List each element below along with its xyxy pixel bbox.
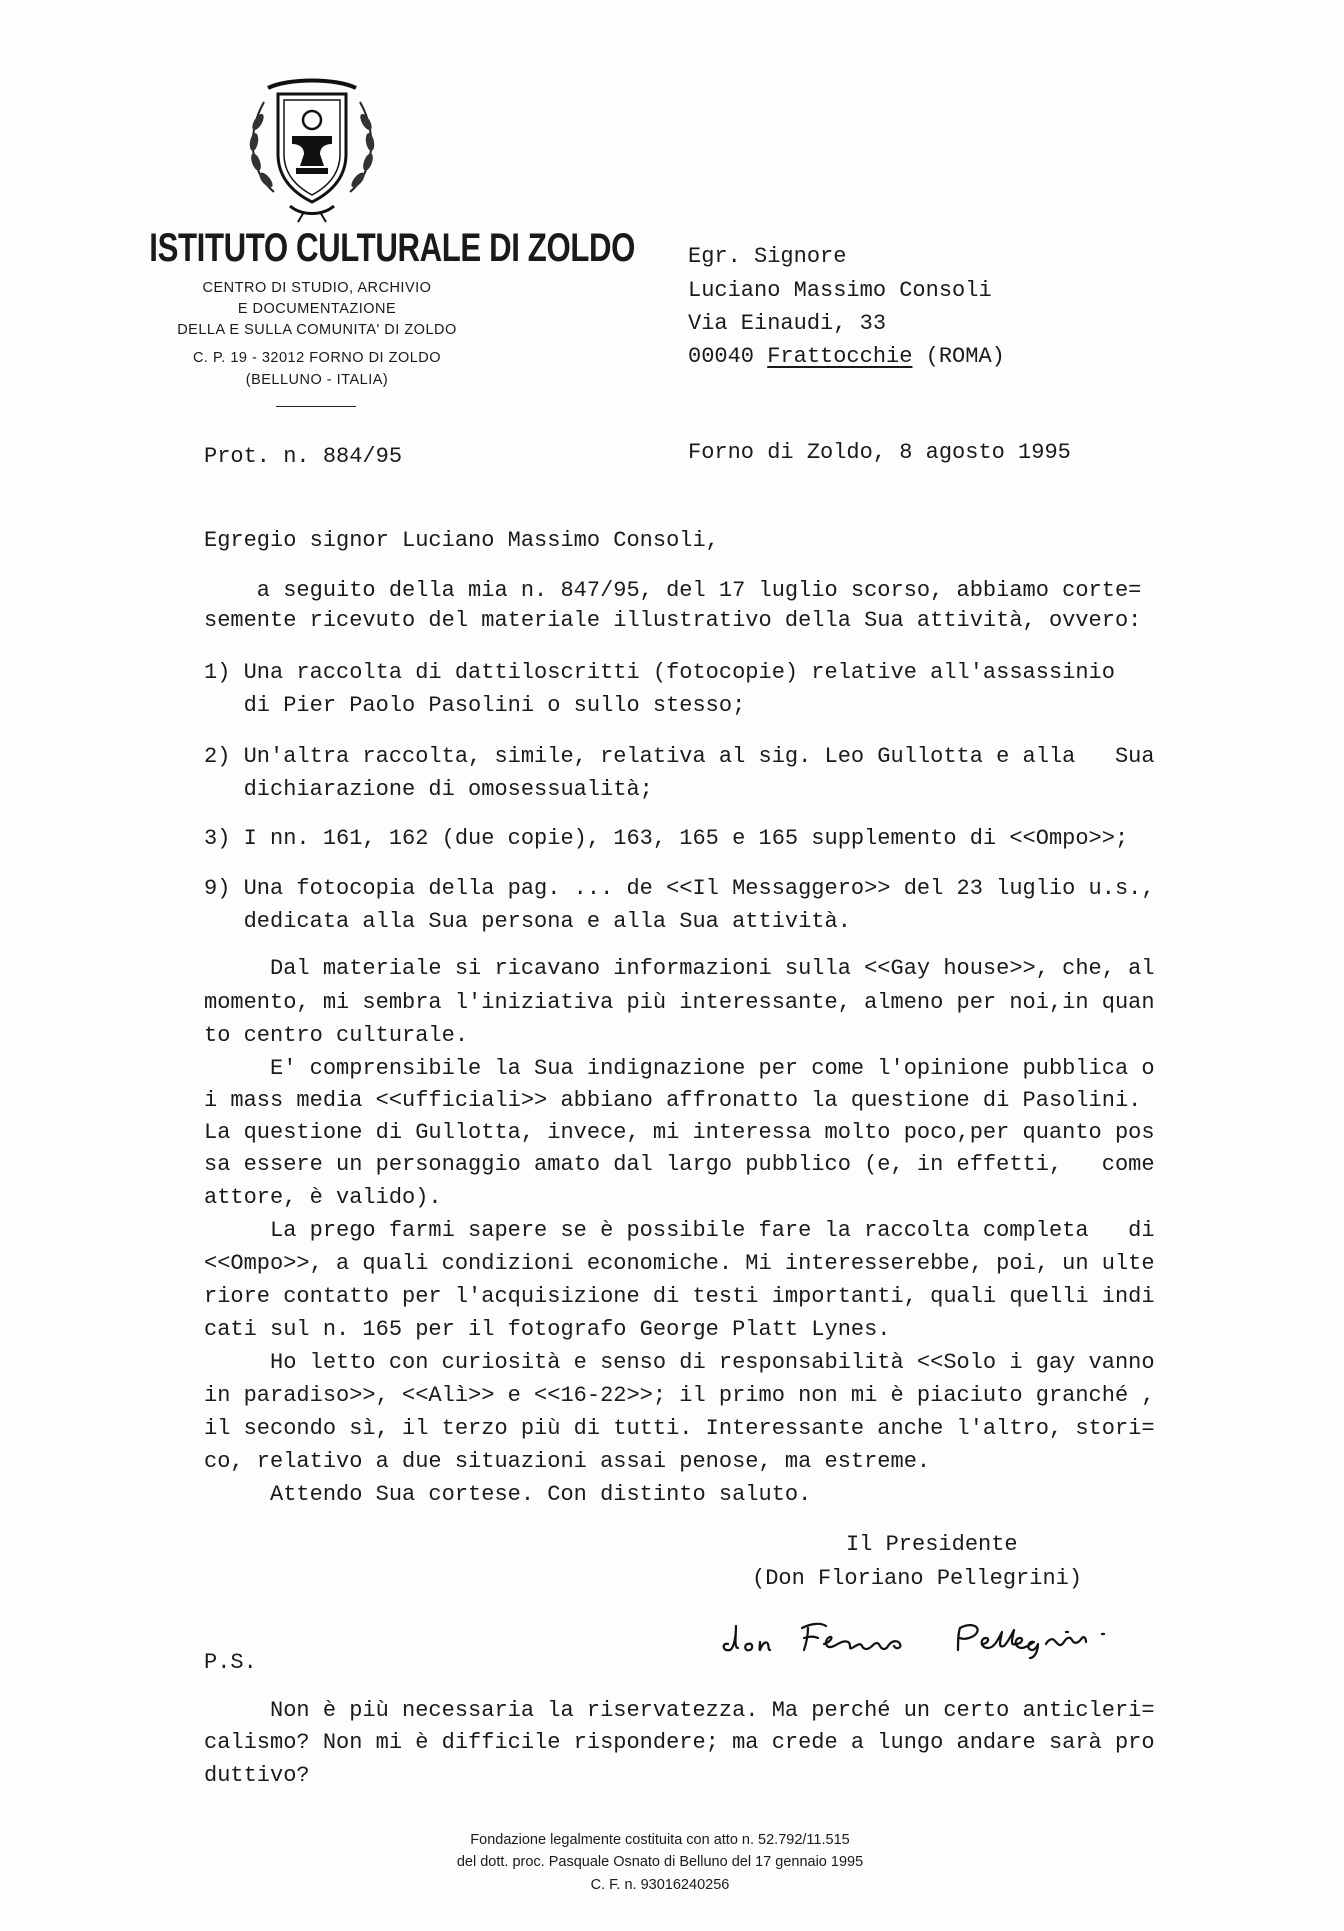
body-line: E' comprensibile la Sua indignazione per come l'opinione pubblica o (204, 1056, 1155, 1081)
body-line: attore, è valido). (204, 1185, 442, 1210)
greeting: Egregio signor Luciano Massimo Consoli, (204, 528, 719, 553)
body-line: dichiarazione di omosessualità; (204, 777, 653, 802)
letterhead-divider (276, 406, 356, 407)
anvil-crest-icon (228, 72, 396, 224)
recipient-street: Via Einaudi, 33 (688, 311, 887, 336)
body-line: a seguito della mia n. 847/95, del 17 luglio scorso, abbiamo corte= (204, 578, 1142, 603)
body-line: il secondo sì, il terzo più di tutti. Interessante anche l'altro, stori= (204, 1416, 1155, 1441)
recipient-province: (ROMA) (925, 344, 1005, 369)
body-line: 2) Un'altra raccolta, simile, relativa al sig. Leo Gullotta e alla Sua (204, 744, 1155, 769)
footer-line: C. F. n. 93016240256 (590, 1877, 730, 1893)
institute-name: ISTITUTO CULTURALE DI ZOLDO (149, 226, 636, 270)
recipient-name: Luciano Massimo Consoli (688, 278, 992, 303)
letterhead-line: (BELLUNO - ITALIA) (245, 372, 389, 388)
body-line: La prego farmi sapere se è possibile fare la raccolta completa di (204, 1218, 1155, 1243)
postscript-line: calismo? Non mi è difficile rispondere; ma crede a lungo andare sarà pro (204, 1730, 1155, 1755)
body-line: cati sul n. 165 per il fotografo George Platt Lynes. (204, 1317, 891, 1342)
body-line: in paradiso>>, <<Alì>> e <<16-22>>; il primo non mi è piaciuto granché , (204, 1383, 1155, 1408)
recipient-salutation: Egr. Signore (688, 244, 847, 269)
letterhead-line: C. P. 19 - 32012 FORNO DI ZOLDO (192, 350, 442, 366)
body-line: momento, mi sembra l'iniziativa più interessante, almeno per noi,in quan (204, 990, 1155, 1015)
body-line: Ho letto con curiosità e senso di responsabilità <<Solo i gay vanno (204, 1350, 1155, 1375)
body-line: semente ricevuto del materiale illustrativo della Sua attività, ovvero: (204, 608, 1142, 633)
body-line: Dal materiale si ricavano informazioni sulla <<Gay house>>, che, al (204, 956, 1155, 981)
protocol-number: Prot. n. 884/95 (204, 444, 403, 469)
closing-name: (Don Floriano Pellegrini) (752, 1566, 1083, 1591)
footer-line: del dott. proc. Pasquale Osnato di Belluno del 17 gennaio 1995 (456, 1854, 864, 1870)
recipient-postcode: 00040 (688, 344, 755, 369)
body-line: <<Ompo>>, a quali condizioni economiche. Mi interesserebbe, poi, un ulte (204, 1251, 1155, 1276)
letterhead-line: DELLA E SULLA COMUNITA' DI ZOLDO (177, 322, 457, 338)
letterhead-line: E DOCUMENTAZIONE (237, 301, 397, 317)
recipient-city-line (688, 344, 1005, 369)
body-line: dedicata alla Sua persona e alla Sua attività. (204, 909, 851, 934)
body-line: i mass media <<ufficiali>> abbiano affronatto la questione di Pasolini. (204, 1088, 1142, 1113)
postscript-line: duttivo? (204, 1763, 310, 1788)
closing-title: Il Presidente (846, 1532, 1018, 1557)
postscript-label: P.S. (204, 1650, 257, 1675)
body-line: di Pier Paolo Pasolini o sullo stesso; (204, 693, 746, 718)
body-line: 9) Una fotocopia della pag. ... de <<Il Messaggero>> del 23 luglio u.s., (204, 876, 1155, 901)
letterhead-line: CENTRO DI STUDIO, ARCHIVIO (202, 280, 432, 296)
body-line: co, relativo a due situazioni assai penose, ma estreme. (204, 1449, 931, 1474)
body-line: 3) I nn. 161, 162 (due copie), 163, 165 e 165 supplemento di <<Ompo>>; (204, 826, 1129, 851)
body-line: sa essere un personaggio amato dal largo pubblico (e, in effetti, come (204, 1152, 1155, 1177)
body-line: Attendo Sua cortese. Con distinto saluto. (204, 1482, 812, 1507)
body-line: 1) Una raccolta di dattiloscritti (fotocopie) relative all'assassinio (204, 660, 1115, 685)
postscript-line: Non è più necessaria la riservatezza. Ma perché un certo anticleri= (204, 1698, 1155, 1723)
footer-line: Fondazione legalmente costituita con atto n. 52.792/11.515 (470, 1832, 850, 1848)
handwritten-signature (720, 1614, 1130, 1664)
recipient-city: Frattocchie (767, 344, 913, 369)
place-date: Forno di Zoldo, 8 agosto 1995 (688, 440, 1071, 465)
body-line: riore contatto per l'acquisizione di testi importanti, quali quelli indi (204, 1284, 1155, 1309)
body-line: La questione di Gullotta, invece, mi interessa molto poco,per quanto pos (204, 1120, 1155, 1145)
body-line: to centro culturale. (204, 1023, 469, 1048)
